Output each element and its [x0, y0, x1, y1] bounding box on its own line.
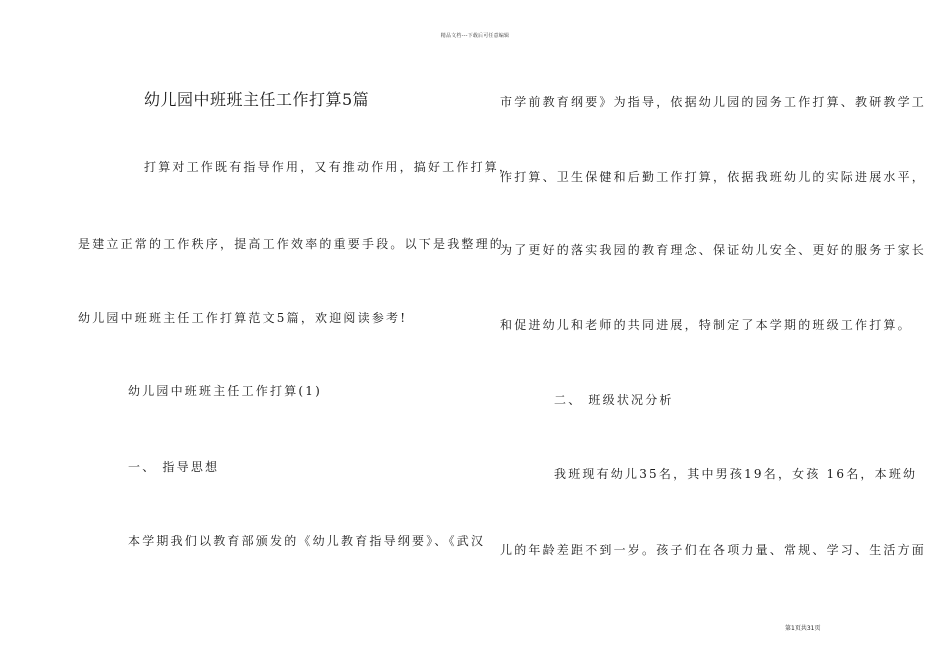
- paragraph-line: 幼儿园中班班主任工作打算范文5篇，欢迎阅读参考!: [78, 311, 408, 325]
- paragraph-line: 为了更好的落实我园的教育理念、保证幼儿安全、更好的服务于家长: [500, 243, 927, 257]
- section-title: 幼儿园中班班主任工作打算(1): [128, 384, 322, 398]
- page-number: 第1页共31页: [785, 625, 821, 632]
- paragraph-line: 和促进幼儿和老师的共同进展，特制定了本学期的班级工作打算。: [500, 318, 912, 332]
- paragraph-line: 本学期我们以教育部颁发的《幼儿教育指导纲要》、《武汉: [128, 534, 486, 548]
- paragraph-line: 儿的年龄差距不到一岁。孩子们在各项力量、常规、学习、生活方面: [500, 543, 927, 557]
- document-title: 幼儿园中班班主任工作打算5篇: [144, 90, 370, 109]
- paragraph-line: 市学前教育纲要》为指导，依据幼儿园的园务工作打算、教研教学工: [500, 95, 927, 109]
- paragraph-line: 打算对工作既有指导作用，又有推动作用，搞好工作打算，: [144, 160, 514, 174]
- page-header: 精品文档---下载后可任意编辑: [440, 33, 510, 39]
- paragraph-line: 作打算、卫生保健和后勤工作打算，依据我班幼儿的实际进展水平，: [500, 170, 927, 184]
- section-heading: 二、 班级状况分析: [554, 393, 674, 407]
- paragraph-line: 我班现有幼儿35名，其中男孩19名，女孩 16名，本班幼: [554, 467, 918, 481]
- section-heading: 一、 指导思想: [128, 460, 220, 474]
- paragraph-line: 是建立正常的工作秩序，提高工作效率的重要手段。以下是我整理的: [78, 237, 505, 251]
